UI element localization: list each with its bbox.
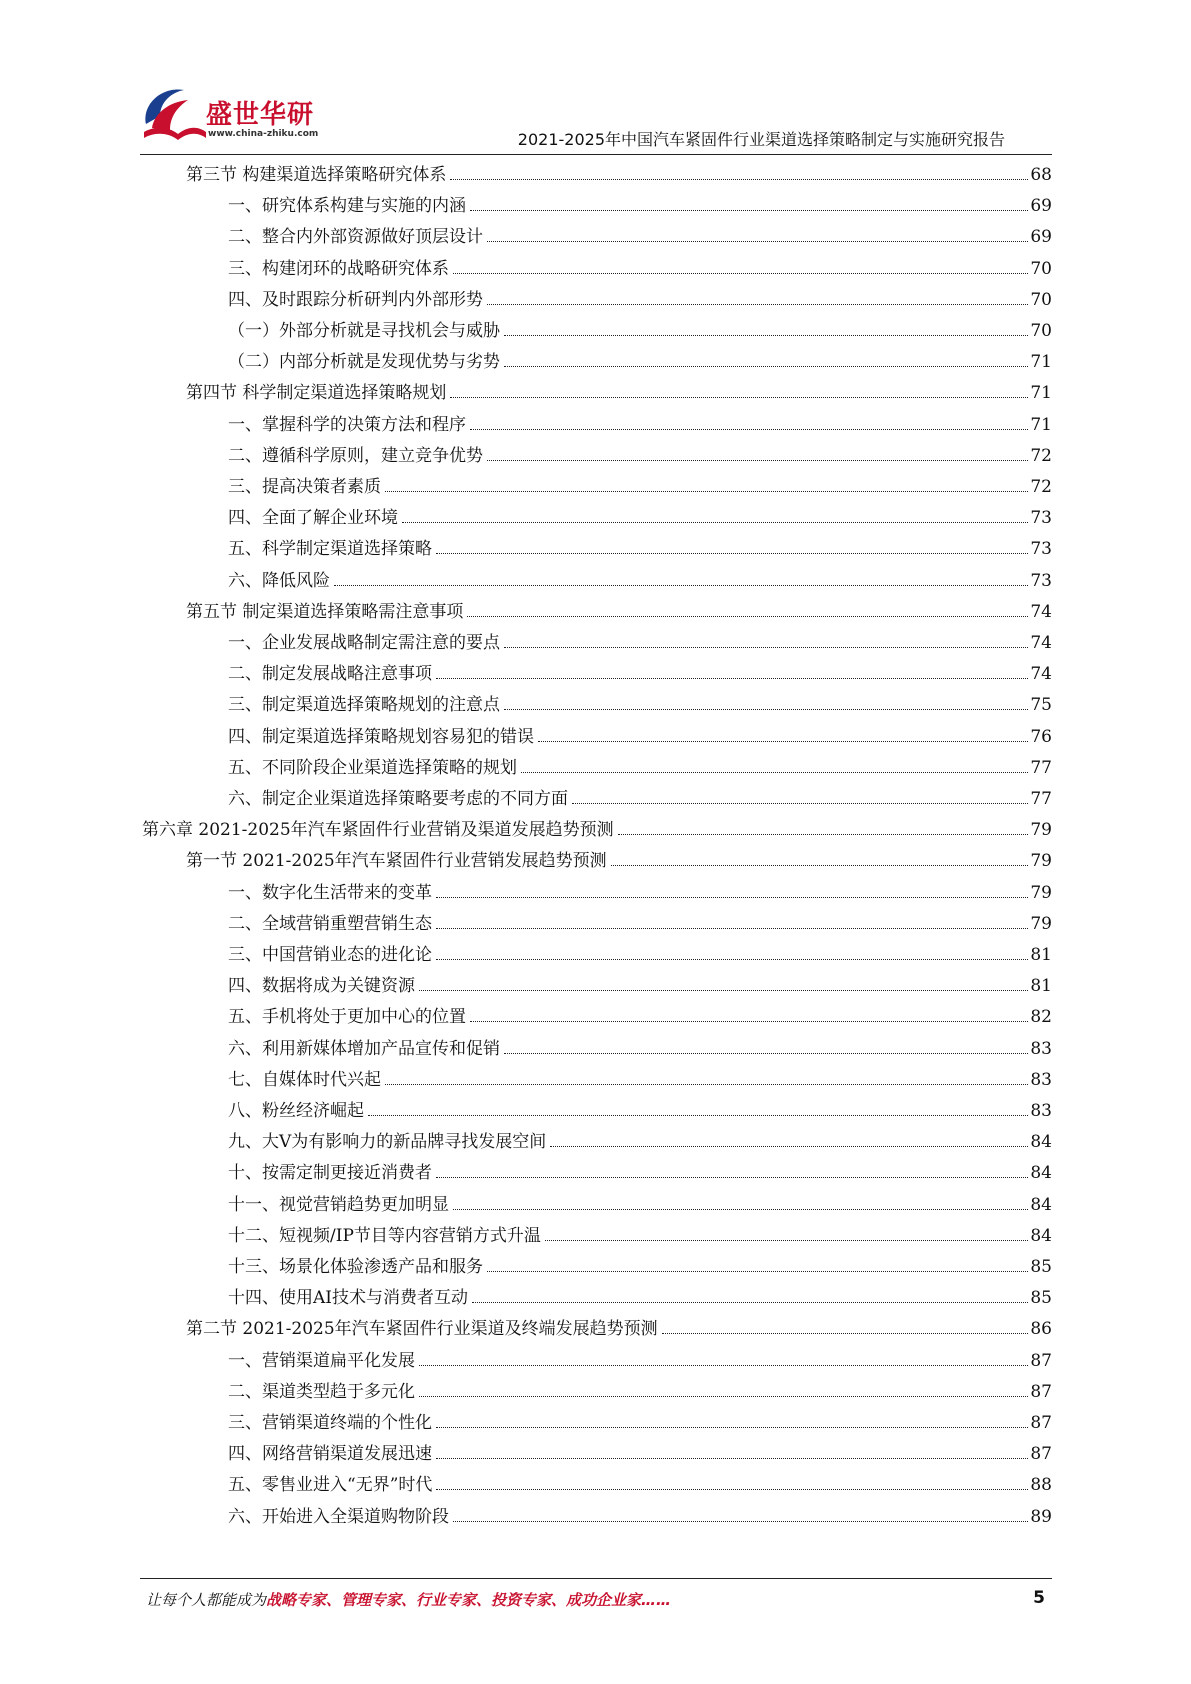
- toc-dot-leader: [470, 429, 1028, 430]
- toc-entry-title: 第六章 2021-2025年汽车紧固件行业营销及渠道发展趋势预测: [142, 820, 614, 841]
- toc-entry-page: 68: [1030, 165, 1052, 185]
- toc-entry[interactable]: [228, 1158, 1052, 1189]
- toc-entry-title: 六、制定企业渠道选择策略要考虑的不同方面: [228, 789, 568, 809]
- toc-entry-title: 四、制定渠道选择策略规划容易犯的错误: [228, 726, 534, 747]
- toc-entry-page: 87: [1030, 1413, 1052, 1433]
- toc-dot-leader: [487, 460, 1028, 461]
- toc-entry[interactable]: [186, 1314, 1052, 1345]
- toc-dot-leader: [467, 616, 1028, 617]
- toc-entry[interactable]: [228, 1502, 1052, 1533]
- toc-dot-leader: [504, 335, 1028, 336]
- toc-entry[interactable]: [228, 1190, 1052, 1221]
- toc-dot-leader: [419, 1365, 1028, 1366]
- toc-dot-leader: [450, 179, 1028, 180]
- toc-entry-title: 三、制定渠道选择策略规划的注意点: [228, 695, 500, 716]
- toc-dot-leader: [436, 897, 1028, 898]
- toc-entry[interactable]: [228, 1065, 1052, 1096]
- toc-entry-title: 一、研究体系构建与实施的内涵: [228, 196, 466, 217]
- toc-entry[interactable]: [186, 597, 1052, 628]
- toc-entry-title: 七、自媒体时代兴起: [228, 1069, 381, 1090]
- toc-entry-page: 73: [1030, 508, 1052, 529]
- toc-dot-leader: [538, 741, 1028, 742]
- toc-entry-page: 85: [1030, 1257, 1052, 1277]
- page-number: 5: [1033, 1588, 1045, 1608]
- toc-dot-leader: [450, 397, 1028, 398]
- logo-url: www.china-zhiku.com: [208, 129, 319, 139]
- toc-entry[interactable]: [228, 441, 1052, 472]
- toc-entry[interactable]: [228, 1002, 1052, 1033]
- toc-entry[interactable]: [228, 1096, 1052, 1127]
- toc-entry-page: 74: [1030, 633, 1052, 653]
- toc-entry[interactable]: [186, 160, 1052, 191]
- toc-dot-leader: [436, 553, 1028, 554]
- toc-entry-title: 三、中国营销业态的进化论: [228, 945, 432, 965]
- toc-dot-leader: [402, 522, 1028, 523]
- toc-entry-title: 十四、使用AI技术与消费者互动: [228, 1288, 468, 1309]
- toc-entry-title: 三、构建闭环的战略研究体系: [228, 258, 449, 279]
- toc-entry-page: 84: [1030, 1194, 1052, 1215]
- toc-entry-page: 79: [1030, 882, 1052, 903]
- toc-entry-page: 70: [1030, 258, 1052, 279]
- toc-dot-leader: [453, 1209, 1028, 1210]
- toc-entry-page: 88: [1030, 1475, 1052, 1496]
- toc-entry[interactable]: [228, 566, 1052, 597]
- toc-entry[interactable]: [228, 1408, 1052, 1439]
- toc-dot-leader: [368, 1115, 1028, 1116]
- toc-entry[interactable]: [228, 1221, 1052, 1252]
- toc-entry-title: 一、企业发展战略制定需注意的要点: [228, 633, 500, 653]
- toc-entry-page: 79: [1030, 851, 1052, 872]
- toc-dot-leader: [545, 1240, 1028, 1241]
- toc-entry-page: 86: [1030, 1319, 1052, 1340]
- toc-entry-page: 77: [1030, 789, 1052, 809]
- toc-dot-leader: [385, 1084, 1028, 1085]
- toc-entry[interactable]: [228, 1252, 1052, 1283]
- toc-entry-page: 85: [1030, 1288, 1052, 1309]
- toc-entry-title: 一、数字化生活带来的变革: [228, 882, 432, 903]
- toc-dot-leader: [419, 1396, 1028, 1397]
- toc-entry[interactable]: [228, 1346, 1052, 1377]
- toc-entry-title: （一）外部分析就是寻找机会与威胁: [228, 321, 500, 341]
- toc-entry-page: 70: [1030, 289, 1052, 310]
- toc-entry-title: 第四节 科学制定渠道选择策略规划: [186, 383, 447, 404]
- toc-entry-page: 83: [1030, 1069, 1052, 1090]
- toc-entry-title: 二、整合内外部资源做好顶层设计: [228, 227, 483, 248]
- toc-entry-page: 83: [1030, 1038, 1052, 1059]
- toc-dot-leader: [618, 834, 1029, 835]
- toc-entry[interactable]: [228, 909, 1052, 940]
- toc-entry-title: 二、渠道类型趋于多元化: [228, 1381, 415, 1402]
- toc-entry-title: 四、全面了解企业环境: [228, 508, 398, 529]
- header-divider: [140, 154, 1052, 155]
- toc-entry[interactable]: [228, 971, 1052, 1002]
- toc-entry-page: 84: [1030, 1163, 1052, 1184]
- toc-dot-leader: [521, 772, 1028, 773]
- toc-entry-title: 二、全域营销重塑营销生态: [228, 913, 432, 934]
- toc-entry-page: 72: [1030, 445, 1052, 466]
- footer-slogan-lead: 让每个人都能成为: [146, 1591, 267, 1609]
- toc-entry-title: 五、手机将处于更加中心的位置: [228, 1007, 466, 1028]
- toc-entry[interactable]: [228, 503, 1052, 534]
- toc-entry-title: 二、遵循科学原则，建立竞争优势: [228, 445, 483, 466]
- toc-entry-title: 四、数据将成为关键资源: [228, 976, 415, 997]
- toc-entry-page: 79: [1030, 913, 1052, 934]
- toc-entry[interactable]: [142, 815, 1052, 846]
- toc-dot-leader: [472, 1302, 1028, 1303]
- toc-entry-page: 81: [1030, 976, 1052, 997]
- toc-entry[interactable]: [228, 722, 1052, 753]
- toc-entry[interactable]: [228, 222, 1052, 253]
- toc-entry[interactable]: [228, 285, 1052, 316]
- page-header: [0, 0, 1191, 160]
- toc-entry-title: 五、不同阶段企业渠道选择策略的规划: [228, 757, 517, 778]
- toc-dot-leader: [436, 1177, 1028, 1178]
- toc-entry-page: 70: [1030, 321, 1052, 341]
- toc-entry[interactable]: [228, 1439, 1052, 1470]
- toc-entry-title: 六、利用新媒体增加产品宣传和促销: [228, 1038, 500, 1059]
- toc-entry[interactable]: [228, 878, 1052, 909]
- toc-entry[interactable]: [228, 628, 1052, 659]
- toc-entry-page: 87: [1030, 1444, 1052, 1465]
- toc-entry[interactable]: [228, 1127, 1052, 1158]
- toc-entry-page: 71: [1030, 383, 1052, 404]
- toc-entry-title: 六、开始进入全渠道购物阶段: [228, 1506, 449, 1527]
- toc-entry-page: 87: [1030, 1350, 1052, 1371]
- toc-entry-title: 三、提高决策者素质: [228, 477, 381, 497]
- toc-entry[interactable]: [228, 784, 1052, 815]
- toc-entry-title: 四、网络营销渠道发展迅速: [228, 1444, 432, 1465]
- toc-entry[interactable]: [228, 1377, 1052, 1408]
- toc-dot-leader: [436, 928, 1028, 929]
- toc-entry[interactable]: [228, 472, 1052, 503]
- toc-entry-page: 74: [1030, 664, 1052, 685]
- toc-entry[interactable]: [186, 846, 1052, 877]
- toc-entry-page: 72: [1030, 477, 1052, 497]
- toc-entry-page: 71: [1030, 414, 1052, 435]
- toc-dot-leader: [436, 1427, 1028, 1428]
- toc-dot-leader: [504, 647, 1028, 648]
- toc-entry-title: 一、掌握科学的决策方法和程序: [228, 414, 466, 435]
- toc-dot-leader: [470, 1021, 1028, 1022]
- toc-entry-title: 四、及时跟踪分析研判内外部形势: [228, 289, 483, 310]
- toc-entry-page: 84: [1030, 1132, 1052, 1153]
- toc-dot-leader: [453, 1521, 1028, 1522]
- toc-entry-title: 三、营销渠道终端的个性化: [228, 1413, 432, 1433]
- toc-entry-page: 75: [1030, 695, 1052, 716]
- toc-dot-leader: [487, 1271, 1028, 1272]
- toc-entry-title: 一、营销渠道扁平化发展: [228, 1350, 415, 1371]
- toc-entry[interactable]: [228, 347, 1052, 378]
- toc-entry-title: 第二节 2021-2025年汽车紧固件行业渠道及终端发展趋势预测: [186, 1319, 658, 1340]
- toc-entry[interactable]: [228, 1283, 1052, 1314]
- toc-entry-title: 十三、场景化体验渗透产品和服务: [228, 1257, 483, 1277]
- toc-entry-title: 第一节 2021-2025年汽车紧固件行业营销发展趋势预测: [186, 851, 607, 872]
- toc-entry-title: 第三节 构建渠道选择策略研究体系: [186, 165, 447, 185]
- toc-dot-leader: [550, 1146, 1028, 1147]
- toc-entry-page: 82: [1030, 1007, 1052, 1028]
- toc-entry[interactable]: [228, 1034, 1052, 1065]
- toc-entry-title: 五、零售业进入“无界”时代: [228, 1475, 433, 1496]
- toc-entry-title: 九、大V为有影响力的新品牌寻找发展空间: [228, 1132, 547, 1153]
- toc-dot-leader: [385, 491, 1028, 492]
- logo-name: 盛世华研: [206, 100, 315, 130]
- toc-dot-leader: [662, 1333, 1029, 1334]
- toc-entry-page: 69: [1030, 196, 1052, 217]
- toc-dot-leader: [419, 990, 1028, 991]
- toc-entry-title: 第五节 制定渠道选择策略需注意事项: [186, 601, 464, 622]
- toc-dot-leader: [572, 803, 1028, 804]
- toc-entry-page: 87: [1030, 1381, 1052, 1402]
- toc-dot-leader: [334, 585, 1028, 586]
- toc-entry[interactable]: [228, 316, 1052, 347]
- toc-entry-page: 84: [1030, 1225, 1052, 1246]
- toc-entry-page: 79: [1030, 820, 1052, 841]
- toc-entry-page: 73: [1030, 539, 1052, 560]
- toc-dot-leader: [487, 304, 1028, 305]
- toc-entry-title: 十、按需定制更接近消费者: [228, 1163, 432, 1184]
- toc-dot-leader: [436, 1458, 1028, 1459]
- footer-slogan: [146, 1589, 671, 1610]
- toc-entry-title: 十二、短视频/IP节目等内容营销方式升温: [228, 1225, 541, 1246]
- toc-dot-leader: [436, 678, 1028, 679]
- toc-dot-leader: [504, 709, 1028, 710]
- toc-dot-leader: [453, 273, 1028, 274]
- toc-entry[interactable]: [186, 378, 1052, 409]
- toc-entry-page: 71: [1030, 352, 1052, 373]
- toc-entry[interactable]: [228, 690, 1052, 721]
- toc-entry-page: 83: [1030, 1101, 1052, 1121]
- toc-entry[interactable]: [228, 254, 1052, 285]
- toc-entry-title: 十一、视觉营销趋势更加明显: [228, 1194, 449, 1215]
- toc-entry[interactable]: [228, 659, 1052, 690]
- toc-entry[interactable]: [228, 1470, 1052, 1501]
- toc-dot-leader: [611, 865, 1029, 866]
- toc-entry[interactable]: [228, 940, 1052, 971]
- toc-entry[interactable]: [228, 191, 1052, 222]
- toc-dot-leader: [436, 959, 1028, 960]
- toc-entry-title: 二、制定发展战略注意事项: [228, 664, 432, 685]
- toc-entry-page: 81: [1030, 945, 1052, 965]
- toc-entry[interactable]: [228, 753, 1052, 784]
- toc-entry-title: 八、粉丝经济崛起: [228, 1101, 364, 1121]
- toc-entry-title: 五、科学制定渠道选择策略: [228, 539, 432, 560]
- toc-dot-leader: [436, 1489, 1028, 1490]
- toc-entry-page: 76: [1030, 726, 1052, 747]
- toc-entry-title: 六、降低风险: [228, 570, 330, 591]
- footer-divider: [140, 1578, 1052, 1579]
- toc-entry[interactable]: [228, 410, 1052, 441]
- footer-slogan-highlight: 战略专家、管理专家、行业专家、投资专家、成功企业家……: [266, 1591, 672, 1609]
- toc-dot-leader: [504, 366, 1028, 367]
- toc-entry-page: 77: [1030, 757, 1052, 778]
- toc-dot-leader: [470, 210, 1028, 211]
- toc-dot-leader: [504, 1053, 1028, 1054]
- toc-entry-page: 69: [1030, 227, 1052, 248]
- toc-dot-leader: [487, 241, 1028, 242]
- document-title: 2021-2025年中国汽车紧固件行业渠道选择策略制定与实施研究报告: [517, 130, 1005, 149]
- toc-entry-page: 89: [1030, 1506, 1052, 1527]
- toc-entry-page: 73: [1030, 570, 1052, 591]
- toc-entry[interactable]: [228, 534, 1052, 565]
- toc-entry-page: 74: [1030, 601, 1052, 622]
- toc-entry-title: （二）内部分析就是发现优势与劣势: [228, 352, 500, 373]
